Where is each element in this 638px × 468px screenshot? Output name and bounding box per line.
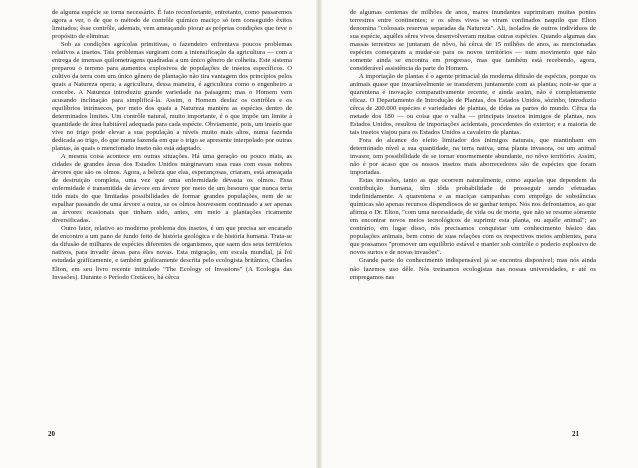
paragraph: de algumas centenas de milhões de anos, mares inundantes suprimiram muitas pontes terrestres entre continentes; e os sêres vivos se viram confinados naquilo que Elton denomina "colossais reservas separadas da Natureza". Ali, isolados de outros indivíduos de sua espécie, aquêles sêres vivos desenvolveram muitas outras espécies. Quando algumas das massas terrestres se juntaram de nôvo, há cêrca de 15 milhões de anos, as mencionadas espécies começaram a mudar-se para os novos territórios — num movimento que não somente ainda se encontra em progresso, mas que também está recebendo, agora, considerável assistência da parte do Homem. bbox=[350, 9, 596, 73]
paragraph: Fora do alcance do efeito limitador dos inimigos naturais, que mantinham em determinado nível a sua quantidade, na terra nativa, uma planta invasora, ou um animal invasor, tem possibilidade de se tornar enormemente abundante, no nôvo território. Assim, não é por acaso que os nossos insetos mais aborrecedores são de espécies que foram importadas. bbox=[350, 137, 596, 177]
paragraph: Grande parte do conhecimento indispensável já se encontra disponível; mas nós ainda não fazemos uso dêle. Nós treinamos ecologistas nas nossas universidades, e até os empregamos nas bbox=[350, 257, 596, 281]
right-page-text bbox=[350, 9, 596, 282]
paragraph: A importação de plantas é o agente primacial da moderna difusão de espécies, porque os animais quase que invariàvelmente se transferem juntamente com as plantas; note-se que a quarentena é inovação comparativamente recente, e ainda assim, não é completamente eficaz. O Departamento de Introdução de Plantas, dos Estados Unidos, sòzinho, introduziu cêrca de 200.000 espécies e variedades de plantas, de tôdas as partes do mundo. Cêrca da metade dos 180 — ou coisa que o valha — principais insetos inimigos de plantas, nos Estados Unidos, resultou de importações acidentais, procedentes do exterior; e a maioria de tais insetos viajou para os Estados Unidos a cavaleiro de plantas. bbox=[350, 73, 596, 137]
left-page bbox=[0, 0, 318, 468]
paragraph: Estas invasões, tanto as que ocorrem naturalmente, como aquelas que dependem da contribuição humana, têm tôda probabilidade de prosseguir sendo efetuadas indefinidamente. A quarentena e as maciças campanhas com emprêgo de substâncias químicas são apenas recursos dispendiosos de se ganhar tempo. Nós nos defrontamos, ao que afirma o Dr. Elton, "com uma necessidade, de vida ou de morte, que não se resume sòmente em encontrar novos meios tecnológicos de suprimir esta planta, ou aquêle animal"; ao contrário, em lugar disso, nós precisamos conquistar um conhecimento básico das populações animais, bem como de suas relações com os respectivos meios ambientes, para que possamos "promover um equilíbrio estável e manter sob contrôle o poderio explosivo de novos surtos e de novas invasões". bbox=[350, 177, 596, 257]
paragraph: de alguma espécie se torna necessário. É fato reconfortante, entretanto, como passaremos agora a ver, o de que o método de contrôle químico maciço só tem conseguido êxitos limitados; êsse contrôle, ademais, vem ameaçando piorar as próprias condições que teve o propósito de eliminar. bbox=[52, 9, 292, 41]
paragraph: Sob as condições agrícolas primitivas, o fazendeiro enfrentava poucos problemas relativos a insetos. Tais problemas surgiram com a intensificação da agricultura — com a entrega de imensas quilometragens quadradas a um único gênero de colheita. Este sistema preparou o terreno para aumentos explosivos de populações de insetos específicos. O cultivo da terra com um único gênero de plantação não tira vantagem dos princípios pelos quais a Natureza opera; a agricultura, dessa maneira, é agricultura como o engenheiro a concebe. A Natureza introduziu grande variedade na paisagem; mas o Homem vem acusando inclinação para simplificá-la. Assim, o Homem desfaz os contrôles e os equilíbrios intrínsecos, por meio dos quais a Natureza mantém as espécies dentro de determinados limites. Um contrôle natural, muito importante, é o que impõe um limite à quantidade de área habitável adequada para cada espécie. Obviamente, pois, um inseto que vive no trigo pode elevar a sua população a níveis muito mais altos, numa fazenda dedicada ao trigo, do que numa fazenda em que o trigo se apresente interpolado por outras plantas, às quais o mencionado inseto não está adaptado. bbox=[52, 41, 292, 153]
page-number: 20 bbox=[48, 430, 55, 438]
paragraph: A mesma coisa acontece em outras situações. Há uma geração ou pouco mais, as cidades de grandes áreas dos Estados Unidos marginavam suas ruas com essas nobres árvores que são os olmos. Agora, a beleza que elas, esperançosas, criaram, está ameaçada de destruição completa, uma vez que uma enfermidade devasta os olmos. Essa enfermidade é transmitida de árvore em árvore por meio de um besouro que nunca teria tido mais do que limitadas possibilidades de formar grandes populações, nem de se espalhar passando de uma árvore a outra, se os olmos houvessem continuado a ser apenas as árvores ocasionais que tinham sido, antes, em meio a plantações ricamente diversificadas. bbox=[52, 153, 292, 225]
paragraph: Outro fator, relativo ao moderno problema dos insetos, é um que precisa ser encarado de encontro a um pano de fundo feito de história geológica e de história humana. Trata-se da difusão de milhares de espécies diferentes de organismos, que saem dos seus territórios nativos, para invadir áreas para êles novas. Esta migração, em escala mundial, já foi estudada gràficamente, e também gràficamente descrita pelo ecologista britânico, Charles Elton, em seu livro recente intitulado "The Ecology of Invasions" (A Ecologia das Invasões). Durante o Período Cretáceo, há cêrca bbox=[52, 225, 292, 281]
left-page-text bbox=[52, 9, 292, 282]
right-page bbox=[320, 0, 638, 468]
page-number: 21 bbox=[572, 430, 579, 438]
